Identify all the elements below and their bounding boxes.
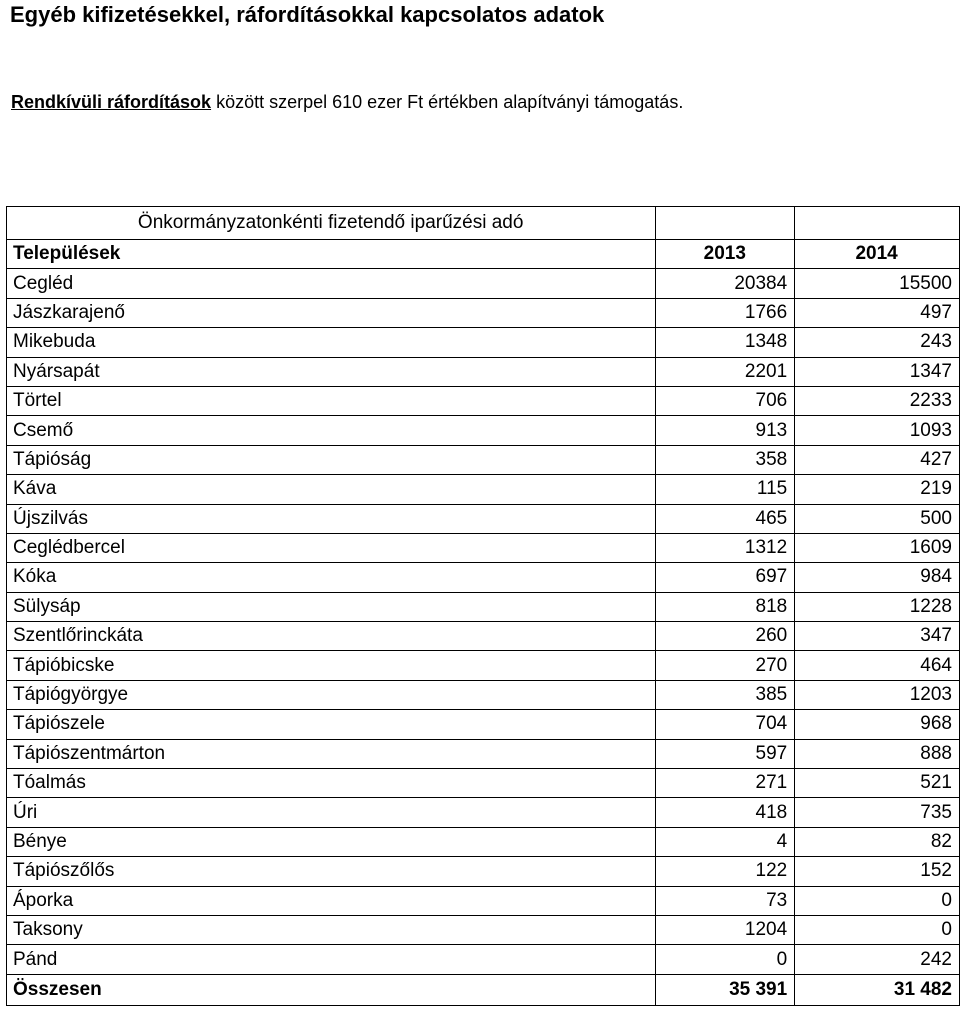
value-2013-cell: 260: [656, 622, 795, 651]
page-heading: Egyéb kifizetésekkel, ráfordításokkal kapcsolatos adatok: [10, 2, 605, 27]
table-row: [7, 328, 960, 357]
value-2014-cell: 0: [795, 915, 960, 944]
settlement-cell: Úri: [7, 798, 656, 827]
total-label: Összesen: [7, 974, 656, 1005]
value-2013-cell: 597: [656, 739, 795, 768]
table-row: [7, 533, 960, 562]
table-row: [7, 269, 960, 298]
table-row: [7, 357, 960, 386]
total-2013: 35 391: [656, 974, 795, 1005]
table-row: [7, 504, 960, 533]
value-2013-cell: 115: [656, 475, 795, 504]
settlement-cell: Tápiószele: [7, 710, 656, 739]
settlement-cell: Mikebuda: [7, 328, 656, 357]
value-2013-cell: 358: [656, 445, 795, 474]
table-row: [7, 416, 960, 445]
table-row: [7, 915, 960, 944]
value-2013-cell: 20384: [656, 269, 795, 298]
settlement-cell: Pánd: [7, 945, 656, 974]
value-2013-cell: 913: [656, 416, 795, 445]
settlement-cell: Tápiógyörgye: [7, 680, 656, 709]
value-2014-cell: 464: [795, 651, 960, 680]
value-2013-cell: 73: [656, 886, 795, 915]
value-2014-cell: 347: [795, 622, 960, 651]
table-row: [7, 445, 960, 474]
table-row: [7, 563, 960, 592]
table-row: [7, 798, 960, 827]
value-2014-cell: 242: [795, 945, 960, 974]
value-2013-cell: 465: [656, 504, 795, 533]
value-2014-cell: 521: [795, 769, 960, 798]
value-2014-cell: 497: [795, 298, 960, 327]
value-2014-cell: 1093: [795, 416, 960, 445]
value-2014-cell: 152: [795, 857, 960, 886]
total-row: [7, 974, 960, 1005]
value-2013-cell: 271: [656, 769, 795, 798]
value-2013-cell: 818: [656, 592, 795, 621]
table-row: [7, 739, 960, 768]
value-2014-cell: 0: [795, 886, 960, 915]
column-header-2014: 2014: [795, 240, 960, 269]
table-title-row: [7, 207, 960, 240]
table-row: [7, 827, 960, 856]
value-2014-cell: 888: [795, 739, 960, 768]
value-2014-cell: 500: [795, 504, 960, 533]
table-row: [7, 386, 960, 415]
tax-table-body: [7, 207, 960, 1006]
table-row: [7, 886, 960, 915]
table-header-row: [7, 240, 960, 269]
settlement-cell: Nyársapát: [7, 357, 656, 386]
settlement-cell: Ceglédbercel: [7, 533, 656, 562]
value-2013-cell: 697: [656, 563, 795, 592]
settlement-cell: Tápiószentmárton: [7, 739, 656, 768]
value-2013-cell: 1312: [656, 533, 795, 562]
settlement-cell: Bénye: [7, 827, 656, 856]
value-2014-cell: 219: [795, 475, 960, 504]
value-2014-cell: 82: [795, 827, 960, 856]
value-2013-cell: 418: [656, 798, 795, 827]
value-2013-cell: 2201: [656, 357, 795, 386]
value-2014-cell: 1347: [795, 357, 960, 386]
value-2014-cell: 2233: [795, 386, 960, 415]
value-2014-cell: 1609: [795, 533, 960, 562]
settlement-cell: Jászkarajenő: [7, 298, 656, 327]
value-2014-cell: 984: [795, 563, 960, 592]
value-2014-cell: 15500: [795, 269, 960, 298]
value-2013-cell: 0: [656, 945, 795, 974]
value-2013-cell: 704: [656, 710, 795, 739]
settlement-cell: Tápiószőlős: [7, 857, 656, 886]
table-row: [7, 651, 960, 680]
settlement-cell: Tápióság: [7, 445, 656, 474]
value-2014-cell: 735: [795, 798, 960, 827]
value-2013-cell: 706: [656, 386, 795, 415]
value-2014-cell: 1228: [795, 592, 960, 621]
table-row: [7, 680, 960, 709]
settlement-cell: Törtel: [7, 386, 656, 415]
settlement-cell: Cegléd: [7, 269, 656, 298]
settlement-cell: Csemő: [7, 416, 656, 445]
value-2013-cell: 1348: [656, 328, 795, 357]
value-2013-cell: 4: [656, 827, 795, 856]
settlement-cell: Kóka: [7, 563, 656, 592]
total-2014: 31 482: [795, 974, 960, 1005]
empty-cell: [656, 207, 795, 240]
table-row: [7, 475, 960, 504]
column-header-2013: 2013: [656, 240, 795, 269]
note-paragraph: [11, 90, 683, 114]
settlement-cell: Szentlőrinckáta: [7, 622, 656, 651]
value-2013-cell: 122: [656, 857, 795, 886]
column-header-settlements: Települések: [7, 240, 656, 269]
settlement-cell: Tóalmás: [7, 769, 656, 798]
value-2013-cell: 270: [656, 651, 795, 680]
table-row: [7, 298, 960, 327]
value-2013-cell: 385: [656, 680, 795, 709]
settlement-cell: Sülysáp: [7, 592, 656, 621]
table-row: [7, 592, 960, 621]
value-2013-cell: 1204: [656, 915, 795, 944]
table-row: [7, 622, 960, 651]
tax-table: [6, 206, 960, 1006]
note-text: között szerpel 610 ezer Ft értékben alapítványi támogatás.: [211, 92, 684, 112]
value-2014-cell: 427: [795, 445, 960, 474]
table-title: Önkormányzatonkénti fizetendő iparűzési adó: [7, 207, 656, 240]
value-2014-cell: 1203: [795, 680, 960, 709]
note-strong-text: Rendkívüli ráfordítások: [11, 92, 212, 112]
value-2014-cell: 243: [795, 328, 960, 357]
value-2013-cell: 1766: [656, 298, 795, 327]
value-2014-cell: 968: [795, 710, 960, 739]
settlement-cell: Tápióbicske: [7, 651, 656, 680]
table-row: [7, 769, 960, 798]
settlement-cell: Újszilvás: [7, 504, 656, 533]
empty-cell: [795, 207, 960, 240]
settlement-cell: Káva: [7, 475, 656, 504]
table-row: [7, 710, 960, 739]
table-row: [7, 857, 960, 886]
table-row: [7, 945, 960, 974]
settlement-cell: Taksony: [7, 915, 656, 944]
settlement-cell: Áporka: [7, 886, 656, 915]
